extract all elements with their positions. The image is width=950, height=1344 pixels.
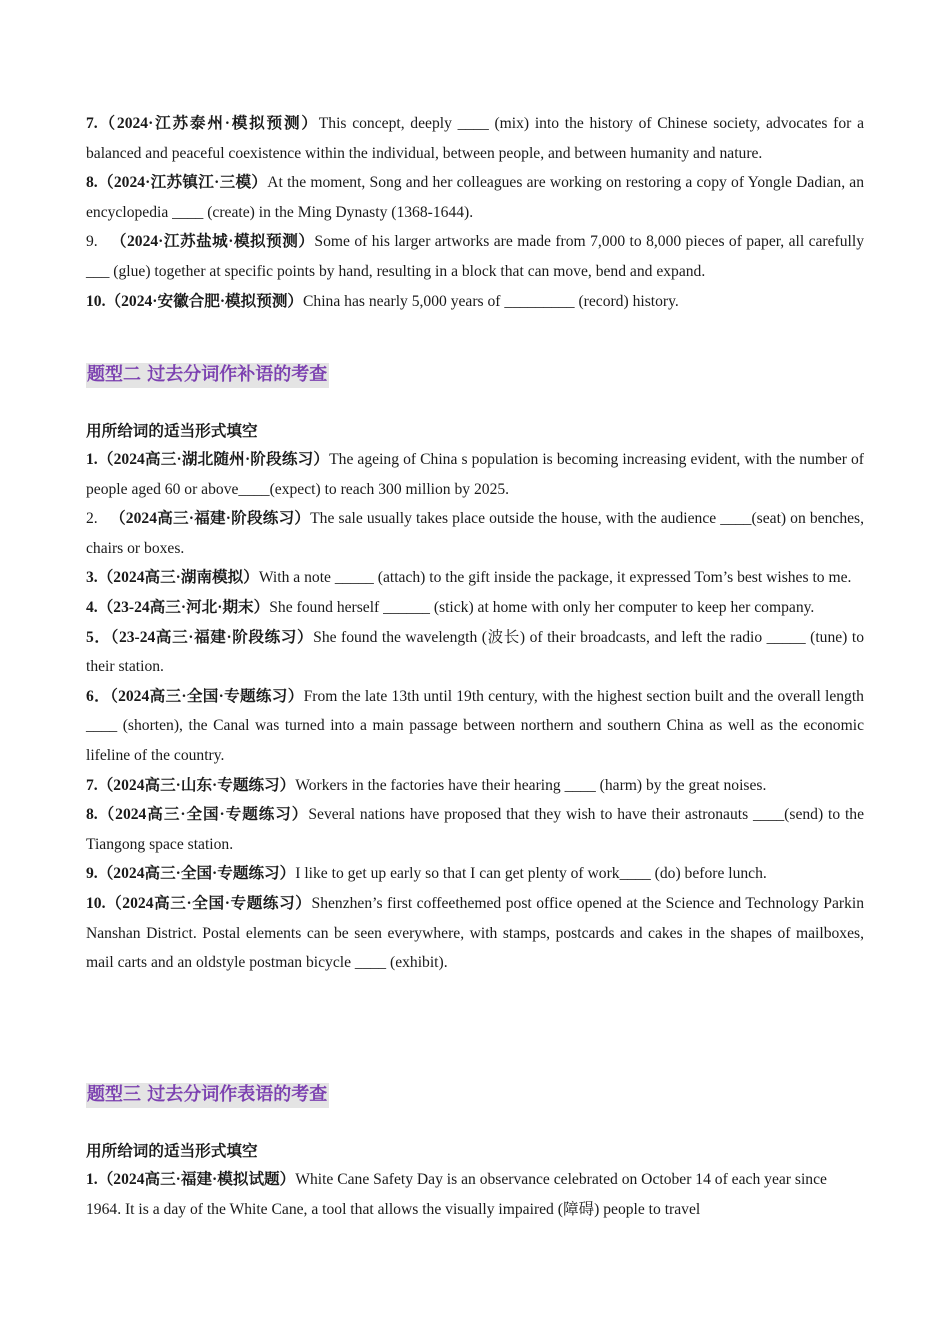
question-number: 9.	[86, 233, 98, 251]
question-source: （2024高三·福建·阶段练习）	[110, 510, 311, 528]
question-source: （2024·安徽合肥·模拟预测）	[105, 292, 304, 310]
question-text: This concept, deeply ____ (mix) into the history of Chinese society, advocates for a balanced and peaceful coexistence within the individual, between people, and between humanity and nature.	[86, 115, 864, 162]
question-source: （2024高三·全国·专题练习）	[105, 894, 312, 912]
question-number: 10.	[86, 292, 106, 310]
question-item	[86, 445, 864, 504]
question-item	[86, 800, 864, 859]
question-source: （2024·江苏镇江·三模）	[97, 174, 268, 192]
question-item	[86, 623, 864, 682]
question-text: Workers in the factories have their hearing ____ (harm) by the great noises.	[295, 776, 767, 794]
question-number: 1.	[86, 451, 98, 468]
question-item	[86, 682, 864, 771]
question-text: I like to get up early so that I can get plenty of work____ (do) before lunch.	[295, 865, 767, 883]
question-text: Several nations have proposed that they wish to have their astronauts ____(send) to the Tiangong space station.	[86, 806, 864, 853]
question-number: 6．	[86, 687, 110, 705]
question-item	[86, 168, 864, 227]
question-item	[86, 771, 864, 801]
question-text: White Cane Safety Day is an observance celebrated on October 14 of each year since 1964. It is a day of the White Cane, a tool that allows the visually impaired (障碍) people to travel	[86, 1171, 827, 1218]
question-number: 4.	[86, 598, 98, 616]
question-source: （2024高三·湖北随州·阶段练习）	[97, 451, 330, 468]
question-text: China has nearly 5,000 years of _________ (record) history.	[303, 292, 679, 310]
question-item	[86, 109, 864, 168]
question-text: Shenzhen’s first coffeethemed post office opened at the Science and Technology Parkin Nanshan District. Postal elements can be seen everywhere, with stamps, postcards and cakes in the shapes of mailboxes, mail carts and an oldstyle postman bicycle ____ (exhibit).	[86, 894, 864, 972]
question-number: 8.	[86, 174, 98, 192]
question-text: Some of his larger artworks are made from 7,000 to 8,000 pieces of paper, all carefully ___ (glue) together at specific points by hand, resulting in a block that can move, bend and expand.	[86, 233, 864, 280]
question-text: With a note _____ (attach) to the gift inside the package, it expressed Tom’s best wishes to me.	[258, 569, 852, 587]
question-text: She found herself ______ (stick) at home with only her computer to keep her company.	[269, 598, 815, 616]
question-source: （2024高三·山东·专题练习）	[97, 776, 296, 794]
question-item	[86, 1165, 864, 1224]
question-number: 3.	[86, 569, 98, 587]
section-heading: 题型二 过去分词作补语的考查	[86, 363, 329, 388]
question-number: 7.	[86, 776, 98, 794]
section-heading: 题型三 过去分词作表语的考查	[86, 1083, 329, 1108]
question-number: 2.	[86, 510, 98, 528]
question-item	[86, 563, 864, 593]
question-number: 10.	[86, 894, 106, 912]
question-number: 5．	[86, 628, 111, 646]
question-list-section1	[86, 109, 864, 316]
question-source: （23-24高三·福建·阶段练习）	[110, 628, 314, 646]
question-item	[86, 227, 864, 286]
question-source: （2024·江苏盐城·模拟预测）	[110, 233, 315, 251]
question-source: （23-24高三·河北·期末）	[97, 598, 270, 616]
question-number: 1.	[86, 1171, 98, 1188]
question-text: She found the wavelength (波长) of their broadcasts, and left the radio _____ (tune) to their station.	[86, 628, 864, 676]
question-number: 9.	[86, 865, 98, 883]
question-source: （2024高三·全国·专题练习）	[110, 687, 304, 705]
question-item	[86, 593, 864, 623]
question-item	[86, 287, 864, 317]
section-instruction: 用所给词的适当形式填空	[86, 1142, 258, 1160]
question-number: 7.	[86, 115, 98, 132]
question-text: The sale usually takes place outside the house, with the audience ____(seat) on benches, chairs or boxes.	[86, 510, 865, 557]
question-source: （2024高三·全国·专题练习）	[97, 806, 309, 824]
question-item	[86, 889, 864, 978]
question-source: （2024高三·全国·专题练习）	[97, 865, 296, 883]
question-text: At the moment, Song and her colleagues are working on restoring a copy of Yongle Dadian, an encyclopedia ____ (create) in the Ming Dynasty (1368-1644).	[86, 174, 865, 221]
question-source: （2024高三·湖南模拟）	[97, 569, 259, 587]
question-number: 8.	[86, 806, 98, 824]
question-text: The ageing of China s population is becoming increasing evident, with the number of people aged 60 or above____(expect) to reach 300 million by 2025.	[86, 451, 864, 498]
question-item	[86, 859, 864, 889]
question-list-section2	[86, 445, 864, 978]
question-list-section3	[86, 1165, 864, 1224]
question-source: （2024·江苏泰州·模拟预测）	[97, 115, 319, 132]
question-text: From the late 13th until 19th century, with the highest section built and the overall length ____ (shorten), the Canal was turned into a main passage between northern and southern China as well as the economic lifeline of the country.	[86, 687, 864, 764]
question-item	[86, 504, 864, 563]
section-instruction: 用所给词的适当形式填空	[86, 422, 258, 440]
question-source: （2024高三·福建·模拟试题）	[97, 1171, 296, 1188]
